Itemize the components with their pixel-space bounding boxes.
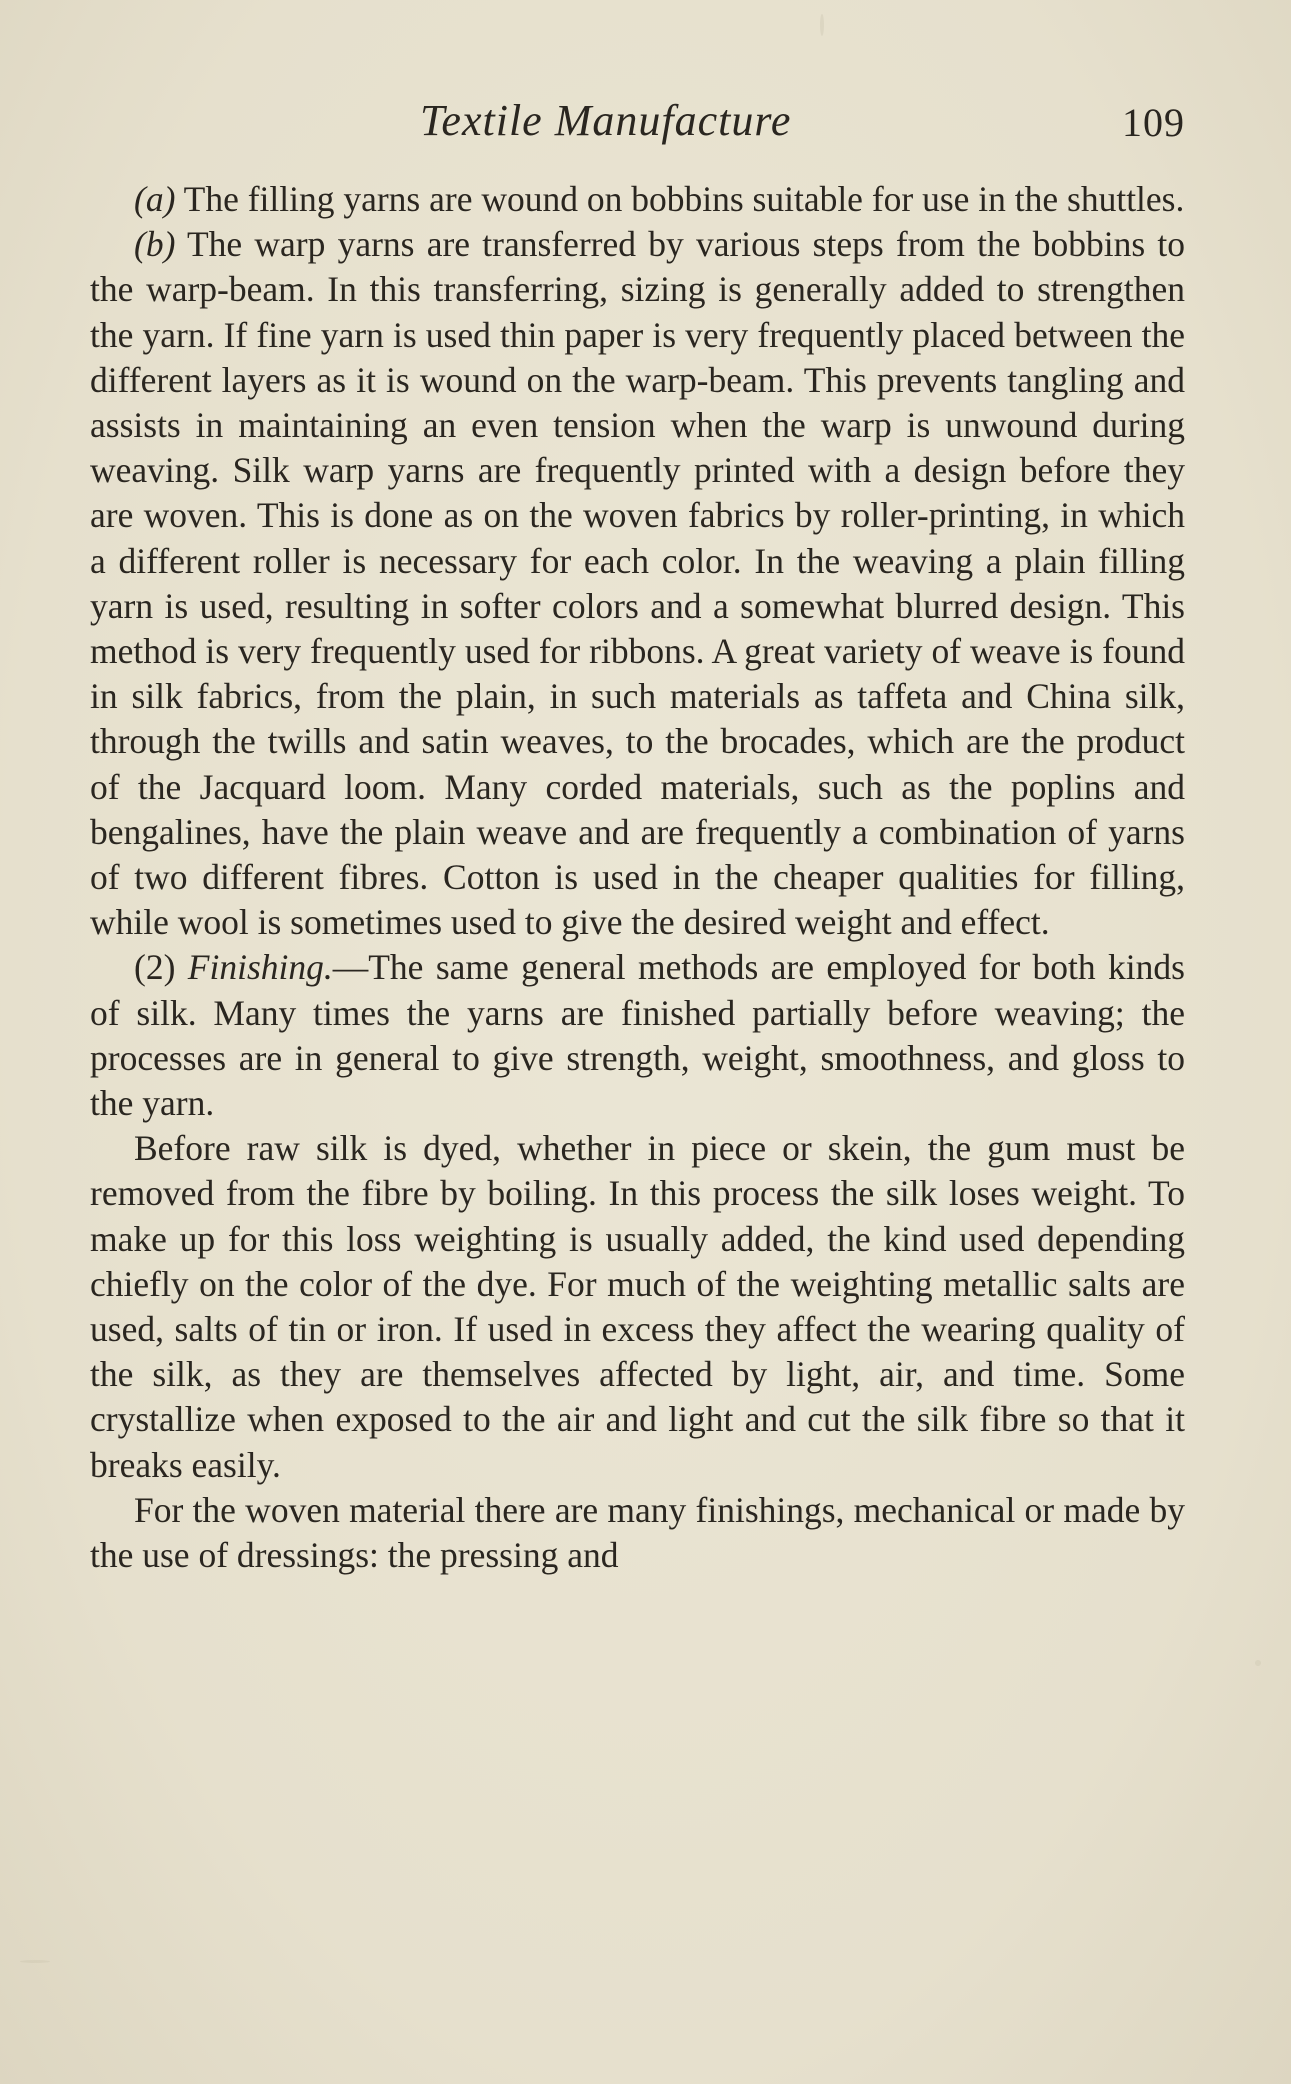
- section-number: (2): [134, 947, 188, 988]
- paragraph-finishing-text: —The same general methods are employed for both kinds of silk. Many times the yarns are finished partially before weaving; the processes are in general to give strength, weight, smoothness, and gloss to the yarn.: [90, 947, 1185, 1124]
- list-label-a: (a): [134, 179, 176, 219]
- paragraph-b: [90, 222, 1185, 945]
- paper-blemish: [820, 14, 824, 36]
- paragraph-a: [90, 177, 1185, 222]
- paragraph-a-text: The filling yarns are wound on bobbins suitable for use in the shuttles.: [175, 179, 1185, 219]
- paragraph-finishing: [90, 945, 1185, 1126]
- list-label-b: (b): [134, 224, 176, 265]
- page-number: 109: [1122, 100, 1185, 145]
- paper-blemish: [20, 1960, 50, 1963]
- running-head: Textile Manufacture: [420, 96, 792, 145]
- page-header: [90, 95, 1185, 155]
- paragraph-raw-silk: Before raw silk is dyed, whether in piece or skein, the gum must be removed from the fibre by boiling. In this process the silk loses weight. To make up for this loss weighting is usually added, the kind used depending chiefly on the color of the dye. For much of the weighting metallic salts are used, salts of tin or iron. If used in excess they affect the wearing quality of the silk, as they are themselves affected by light, air, and time. Some crystallize when exposed to the air and light and cut the silk fibre so that it breaks easily.: [90, 1128, 1185, 1485]
- paragraph-woven-material: For the woven material there are many finishings, mechanical or made by the use of dressings: the pressing and: [90, 1489, 1185, 1576]
- paragraph-b-text: The warp yarns are transferred by various steps from the bobbins to the warp-beam. In this transferring, sizing is generally added to strengthen the yarn. If fine yarn is used thin paper is very frequently placed between the different layers as it is wound on the warp-beam. This prevents tangling and assists in maintaining an even tension when the warp is unwound during weaving. Silk warp yarns are frequently printed with a design before they are woven. This is done as on the woven fabrics by roller-printing, in which a different roller is necessary for each color. In the weaving a plain filling yarn is used, resulting in softer colors and a somewhat blurred design. This method is very frequently used for ribbons. A great variety of weave is found in silk fabrics, from the plain, in such materials as taffeta and China silk, through the twills and satin weaves, to the brocades, which are the product of the Jacquard loom. Many corded materials, such as the poplins and bengalines, have the plain weave and are frequently a combination of yarns of two different fibres. Cotton is used in the cheaper qualities for filling, while wool is sometimes used to give the desired weight and effect.: [90, 224, 1185, 943]
- section-heading-finishing: Finishing.: [187, 947, 333, 988]
- page-body: [90, 177, 1185, 1578]
- paper-blemish: [1255, 1660, 1261, 1666]
